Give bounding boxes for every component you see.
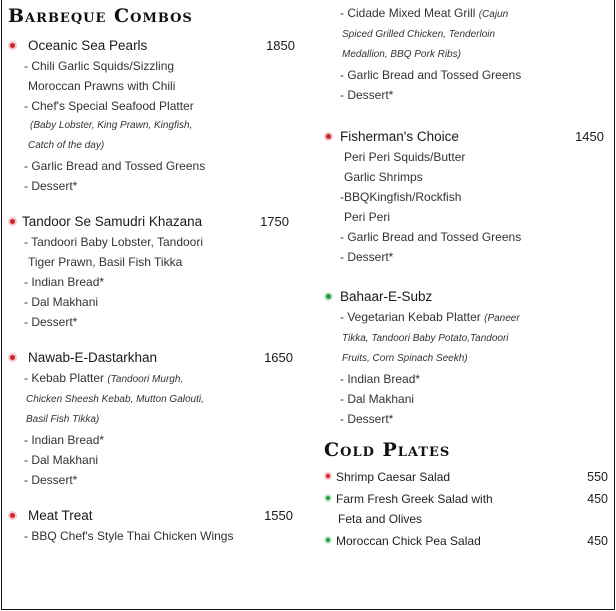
item-line-text: - Vegetarian Kebab Platter [340,310,481,324]
item-line: - Dessert* [340,250,394,264]
left-column [8,0,303,546]
veg-dot-icon [324,536,332,544]
item-name: Moroccan Chick Pea Salad [336,534,481,548]
nonveg-dot-icon [324,132,333,141]
item-line: - Garlic Bread and Tossed Greens [340,68,522,82]
nonveg-dot-icon [8,217,17,226]
item-line: Tiger Prawn, Basil Fish Tikka [28,255,183,269]
item-line-text: - Cidade Mixed Meat Grill [340,6,476,20]
item-line-text: - Kebab Platter [24,371,105,385]
item-line [324,307,608,329]
veg-dot-icon [324,494,332,502]
item-oceanic-header [8,36,303,56]
item-inline-note: (Tandoori Murgh, [107,374,184,385]
item-note: Catch of the day) [28,140,105,151]
item-note: Basil Fish Tikka) [26,414,100,425]
item-line [8,368,303,390]
item-name: Farm Fresh Greek Salad with [336,492,493,506]
item-tandoor-se-samudri-khazana [8,212,303,332]
item-price: 1850 [266,38,295,53]
item-line: Moroccan Prawns with Chili [28,79,176,93]
item-price: 1750 [260,214,289,229]
item-price: 550 [587,470,608,484]
nonveg-dot-icon [8,511,17,520]
item-price: 1450 [575,129,604,144]
item-tandoor-header [8,212,303,232]
item-line: - Indian Bread* [24,433,105,447]
item-bahaar-header [324,287,608,307]
item-line: Garlic Shrimps [344,170,423,184]
item-line: Feta and Olives [338,512,423,526]
nonveg-dot-icon [8,353,17,362]
item-name: Shrimp Caesar Salad [336,470,451,484]
nonveg-dot-icon [324,472,332,480]
item-note: Chicken Sheesh Kebab, Mutton Galouti, [26,394,204,405]
item-note: Fruits, Corn Spinach Seekh) [342,353,468,364]
item-line: - Dal Makhani [24,295,99,309]
cold-item-farm-fresh-greek-salad [324,489,608,509]
item-nawab-e-dastarkhan [8,348,303,490]
item-inline-note: (Cajun [478,9,509,20]
item-meat-treat-continued [324,3,608,105]
item-line: - Dal Makhani [340,392,415,406]
item-name: Fisherman's Choice [340,129,459,144]
item-line: Peri Peri [344,210,391,224]
item-line: - Garlic Bread and Tossed Greens [340,230,522,244]
nonveg-dot-icon [8,41,17,50]
item-price: 450 [587,492,608,506]
item-line: - Indian Bread* [24,275,105,289]
item-line: - Chili Garlic Squids/Sizzling [24,59,175,73]
item-name: Oceanic Sea Pearls [28,38,148,53]
item-line: - Dal Makhani [24,453,99,467]
cold-item-moroccan-chick-pea-salad [324,531,608,551]
item-line: - Indian Bread* [340,372,421,386]
item-line: - Garlic Bread and Tossed Greens [24,159,206,173]
item-name: Bahaar-E-Subz [340,289,433,304]
cold-plates-title: Cold Plates [324,439,451,461]
item-line: - Tandoori Baby Lobster, Tandoori [24,235,204,249]
item-line: - Chef's Special Seafood Platter [24,99,194,113]
item-line: - Dessert* [24,179,78,193]
item-note: (Baby Lobster, King Prawn, Kingfish, [30,120,193,131]
right-column [324,0,608,551]
item-meat-treat [8,506,303,546]
item-oceanic-sea-pearls [8,36,303,196]
item-fishermans-choice [324,127,608,267]
item-name: Nawab-E-Dastarkhan [28,350,158,365]
item-note: Tikka, Tandoori Baby Potato,Tandoori [342,333,509,344]
item-fisherman-header [324,127,608,147]
item-price: 1650 [264,350,293,365]
item-bahaar-e-subz [324,287,608,429]
item-line [324,3,608,25]
item-price: 450 [587,534,608,548]
item-line: - Dessert* [340,412,394,426]
item-note: Spiced Grilled Chicken, Tenderloin [342,29,496,40]
item-line: - Dessert* [24,315,78,329]
item-line: - BBQ Chef's Style Thai Chicken Wings [24,529,234,543]
item-price: 1550 [264,508,293,523]
cold-plates-list [324,467,608,551]
item-nawab-header [8,348,303,368]
item-line: - Dessert* [340,88,394,102]
veg-dot-icon [324,292,333,301]
item-meat-header [8,506,303,526]
item-note: Medallion, BBQ Pork Ribs) [342,49,461,60]
item-inline-note: (Paneer [484,313,520,324]
item-line: -BBQKingfish/Rockfish [340,190,462,204]
item-line: - Dessert* [24,473,78,487]
cold-item-shrimp-caesar-salad [324,467,608,487]
item-name: Meat Treat [28,508,93,523]
item-line: Peri Peri Squids/Butter [344,150,466,164]
item-name: Tandoor Se Samudri Khazana [22,214,203,229]
barbeque-combos-title: Barbeque Combos [8,5,193,27]
